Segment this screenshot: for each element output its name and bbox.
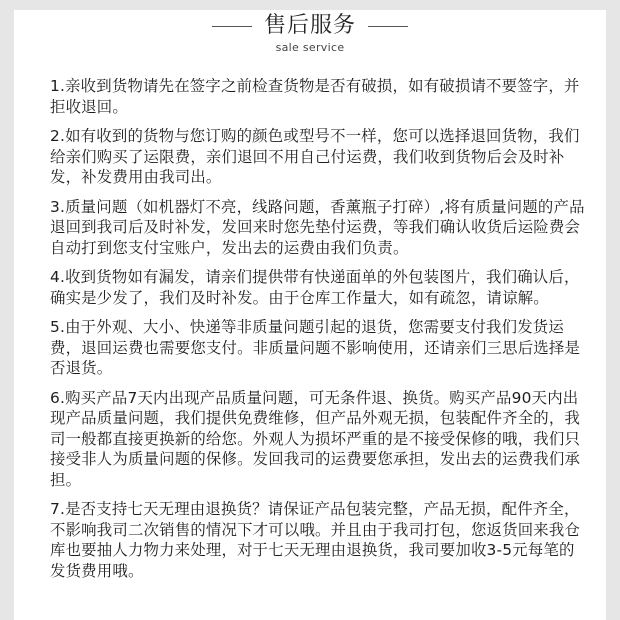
header <box>0 8 620 64</box>
title-line-left <box>212 26 252 27</box>
page-title: 售后服务 <box>263 13 356 38</box>
policy-item-7: 7.是否支持七天无理由退换货？请保证产品包装完整，产品无损，配件齐全，不影响我司二次销售的情况下才可以哦。并且由于我司打包，您返货回来我仓库也要抽人力物力来处理，对于七天无理由退换货，我司要加收3-5元每笔的发货费用哦。 <box>50 500 581 580</box>
policy-item-5: 5.由于外观、大小、快递等非质量问题引起的退货，您需要支付我们发货运费，退回运费也需要您支付。非质量问题不影响使用，还请亲们三思后选择是否退货。 <box>50 318 581 377</box>
page-subtitle: sale service <box>275 41 345 54</box>
policy-item-6: 6.购买产品7天内出现产品质量问题，可无条件退、换货。购买产品90天内出现产品质量问题，我们提供免费维修，但产品外观无损，包装配件齐全的，我司一般都直接更换新的给您。外观人为损坏严重的是不接受保修的哦，我们只接受非人为质量问题的保修。发回我司的运费要您承担，发出去的运费我们承担。 <box>50 388 581 489</box>
policy-item-3: 3.质量问题（如机器灯不亮，线路问题，香薰瓶子打碎）,将有质量问题的产品退回到我司后及时补发，发回来时您先垫付运费，等我们确认收货后运险费会自动打到您支付宝账户，发出去的运费由我们负责。 <box>50 197 585 257</box>
title-line-right <box>368 26 408 27</box>
policy-item-4: 4.收到货物如有漏发，请亲们提供带有快递面单的外包装图片，我们确认后，确实是少发了，我们及时补发。由于仓库工作量大，如有疏忽，请谅解。 <box>50 268 580 307</box>
policy-item-1: 1.亲收到货物请先在签字之前检查货物是否有破损，如有破损请不要签字，并拒收退回。 <box>50 77 580 116</box>
policy-list <box>50 76 590 590</box>
title-row <box>0 12 620 40</box>
policy-item-2: 2.如有收到的货物与您订购的颜色或型号不一样，您可以选择退回货物，我们给亲们购买了运限费，亲们退回不用自己付运费，我们收到货物后会及时补发，补发费用由我司出。 <box>50 127 580 186</box>
